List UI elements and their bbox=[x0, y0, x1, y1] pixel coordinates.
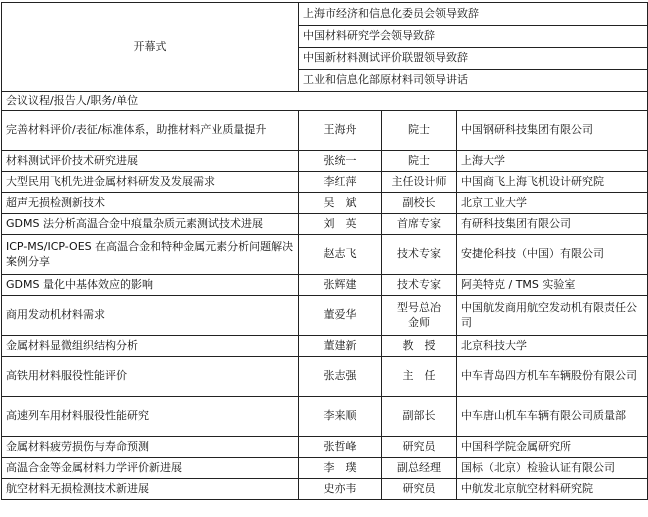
topic-cell: 大型民用飞机先进金属材料研发及发展需求 bbox=[2, 172, 299, 193]
title-cell: 研究员 bbox=[382, 437, 457, 458]
title-cell: 副校长 bbox=[382, 193, 457, 214]
agenda-header: 会议议程/报告人/职务/单位 bbox=[2, 92, 648, 111]
speaker-cell: 王海舟 bbox=[299, 111, 382, 151]
title-cell: 院士 bbox=[382, 111, 457, 151]
opening-item: 中国材料研究学会领导致辞 bbox=[299, 26, 648, 48]
table-row bbox=[2, 479, 648, 500]
topic-cell: 高铁用材料服役性能评价 bbox=[2, 357, 299, 397]
topic-cell: 高速列车用材料服役性能研究 bbox=[2, 397, 299, 437]
title-cell: 院士 bbox=[382, 151, 457, 172]
table-row bbox=[2, 193, 648, 214]
title-cell: 主 任 bbox=[382, 357, 457, 397]
org-cell: 有研科技集团有限公司 bbox=[457, 214, 648, 235]
org-cell: 上海大学 bbox=[457, 151, 648, 172]
speaker-cell: 董爱华 bbox=[299, 296, 382, 336]
agenda-header-row bbox=[2, 92, 648, 111]
title-cell: 首席专家 bbox=[382, 214, 457, 235]
table-row bbox=[2, 397, 648, 437]
table-row bbox=[2, 111, 648, 151]
speaker-cell: 董建新 bbox=[299, 336, 382, 357]
topic-cell: 金属材料显微组织结构分析 bbox=[2, 336, 299, 357]
opening-item: 中国新材料测试评价联盟领导致辞 bbox=[299, 48, 648, 70]
org-cell: 国标（北京）检验认证有限公司 bbox=[457, 458, 648, 479]
speaker-cell: 李来顺 bbox=[299, 397, 382, 437]
org-cell: 北京科技大学 bbox=[457, 336, 648, 357]
table-row bbox=[2, 172, 648, 193]
title-cell: 副部长 bbox=[382, 397, 457, 437]
speaker-cell: 张哲峰 bbox=[299, 437, 382, 458]
table-row bbox=[2, 151, 648, 172]
org-cell: 阿美特克 / TMS 实验室 bbox=[457, 275, 648, 296]
table-row bbox=[2, 336, 648, 357]
speaker-cell: 李 璞 bbox=[299, 458, 382, 479]
table-row bbox=[2, 357, 648, 397]
topic-cell: 超声无损检测新技术 bbox=[2, 193, 299, 214]
speaker-cell: 吴 斌 bbox=[299, 193, 382, 214]
table-row bbox=[2, 275, 648, 296]
org-cell: 中国科学院金属研究所 bbox=[457, 437, 648, 458]
speaker-cell: 李红萍 bbox=[299, 172, 382, 193]
agenda-table bbox=[1, 2, 648, 500]
title-cell: 型号总冶金师 bbox=[382, 296, 457, 336]
opening-item: 上海市经济和信息化委员会领导致辞 bbox=[299, 3, 648, 26]
speaker-cell: 赵志飞 bbox=[299, 235, 382, 275]
org-cell: 中国商飞上海飞机设计研究院 bbox=[457, 172, 648, 193]
topic-cell: 金属材料疲劳损伤与寿命预测 bbox=[2, 437, 299, 458]
topic-cell: 航空材料无损检测技术新进展 bbox=[2, 479, 299, 500]
org-cell: 安捷伦科技（中国）有限公司 bbox=[457, 235, 648, 275]
org-cell: 中车青岛四方机车车辆股份有限公司 bbox=[457, 357, 648, 397]
title-cell: 技术专家 bbox=[382, 275, 457, 296]
topic-cell: 完善材料评价/表征/标准体系，助推材料产业质量提升 bbox=[2, 111, 299, 151]
speaker-cell: 张志强 bbox=[299, 357, 382, 397]
org-cell: 中国航发商用航空发动机有限责任公司 bbox=[457, 296, 648, 336]
speaker-cell: 史亦韦 bbox=[299, 479, 382, 500]
title-cell: 副总经理 bbox=[382, 458, 457, 479]
table-row bbox=[2, 214, 648, 235]
speaker-cell: 刘 英 bbox=[299, 214, 382, 235]
org-cell: 北京工业大学 bbox=[457, 193, 648, 214]
opening-row bbox=[2, 3, 648, 26]
topic-cell: 高温合金等金属材料力学评价新进展 bbox=[2, 458, 299, 479]
org-cell: 中航发北京航空材料研究院 bbox=[457, 479, 648, 500]
title-cell: 主任设计师 bbox=[382, 172, 457, 193]
topic-cell: ICP-MS/ICP-OES 在高温合金和特种金属元素分析问题解决案例分享 bbox=[2, 235, 299, 275]
org-cell: 中车唐山机车车辆有限公司质量部 bbox=[457, 397, 648, 437]
org-cell: 中国钢研科技集团有限公司 bbox=[457, 111, 648, 151]
table-row bbox=[2, 437, 648, 458]
title-cell: 教 授 bbox=[382, 336, 457, 357]
speaker-cell: 张统一 bbox=[299, 151, 382, 172]
title-cell: 技术专家 bbox=[382, 235, 457, 275]
speaker-cell: 张辉建 bbox=[299, 275, 382, 296]
topic-cell: GDMS 法分析高温合金中痕量杂质元素测试技术进展 bbox=[2, 214, 299, 235]
topic-cell: 材料测试评价技术研究进展 bbox=[2, 151, 299, 172]
table-row bbox=[2, 235, 648, 275]
topic-cell: GDMS 量化中基体效应的影响 bbox=[2, 275, 299, 296]
table-row bbox=[2, 458, 648, 479]
opening-label: 开幕式 bbox=[2, 3, 299, 92]
topic-cell: 商用发动机材料需求 bbox=[2, 296, 299, 336]
table-row bbox=[2, 296, 648, 336]
opening-item: 工业和信息化部原材料司领导讲话 bbox=[299, 70, 648, 92]
title-cell: 研究员 bbox=[382, 479, 457, 500]
